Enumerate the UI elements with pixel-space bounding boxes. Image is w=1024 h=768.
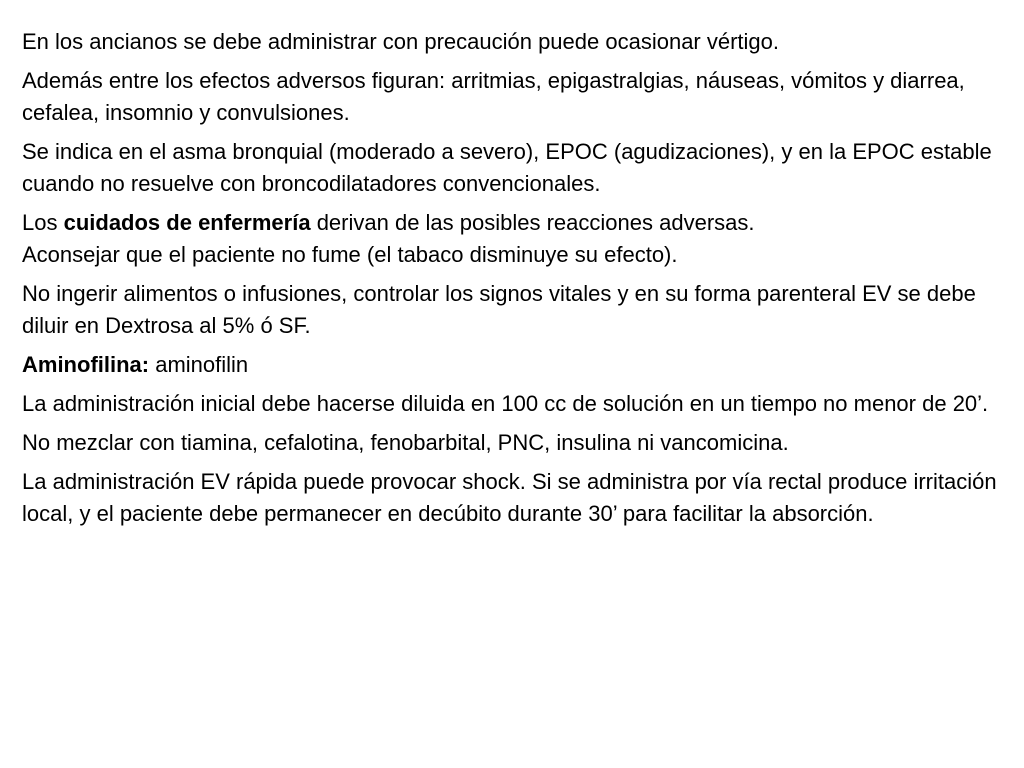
paragraph-indications: Se indica en el asma bronquial (moderado a severo), EPOC (agudizaciones), y en la EPOC estable cuando no resuelve con broncodilatadores convencionales.: [22, 139, 992, 196]
aminophylline-name: aminofilin: [149, 352, 249, 377]
paragraph-aminophylline-heading: [22, 349, 1007, 381]
aminophylline-label: Aminofilina:: [22, 352, 150, 377]
paragraph-nursing-care: [22, 207, 1007, 271]
nursing-care-suffix: derivan de las posibles reacciones adversas.: [310, 210, 755, 235]
paragraph-initial-administration: La administración inicial debe hacerse diluida en 100 cc de solución en un tiempo no menor de 20’.: [22, 391, 989, 416]
paragraph-rapid-iv-warning: La administración EV rápida puede provocar shock. Si se administra por vía rectal produce irritación local, y el paciente debe permanecer en decúbito durante 30’ para facilitar la absorción.: [22, 469, 997, 526]
paragraph-adverse-effects: Además entre los efectos adversos figuran: arritmias, epigastralgias, náuseas, vómitos y diarrea, cefalea, insomnio y convulsiones.: [22, 68, 965, 125]
paragraph-incompatibilities: No mezclar con tiamina, cefalotina, fenobarbital, PNC, insulina ni vancomicina.: [22, 430, 789, 455]
nursing-care-smoking-advice: Aconsejar que el paciente no fume (el tabaco disminuye su efecto).: [22, 242, 678, 267]
slide-content: [22, 26, 1007, 537]
paragraph-parenteral-dilution: No ingerir alimentos o infusiones, controlar los signos vitales y en su forma parenteral EV se debe diluir en Dextrosa al 5% ó SF.: [22, 281, 976, 338]
paragraph-elderly-caution: En los ancianos se debe administrar con precaución puede ocasionar vértigo.: [22, 29, 780, 54]
nursing-care-prefix: Los: [22, 210, 64, 235]
nursing-care-emphasis: cuidados de enfermería: [63, 210, 311, 235]
